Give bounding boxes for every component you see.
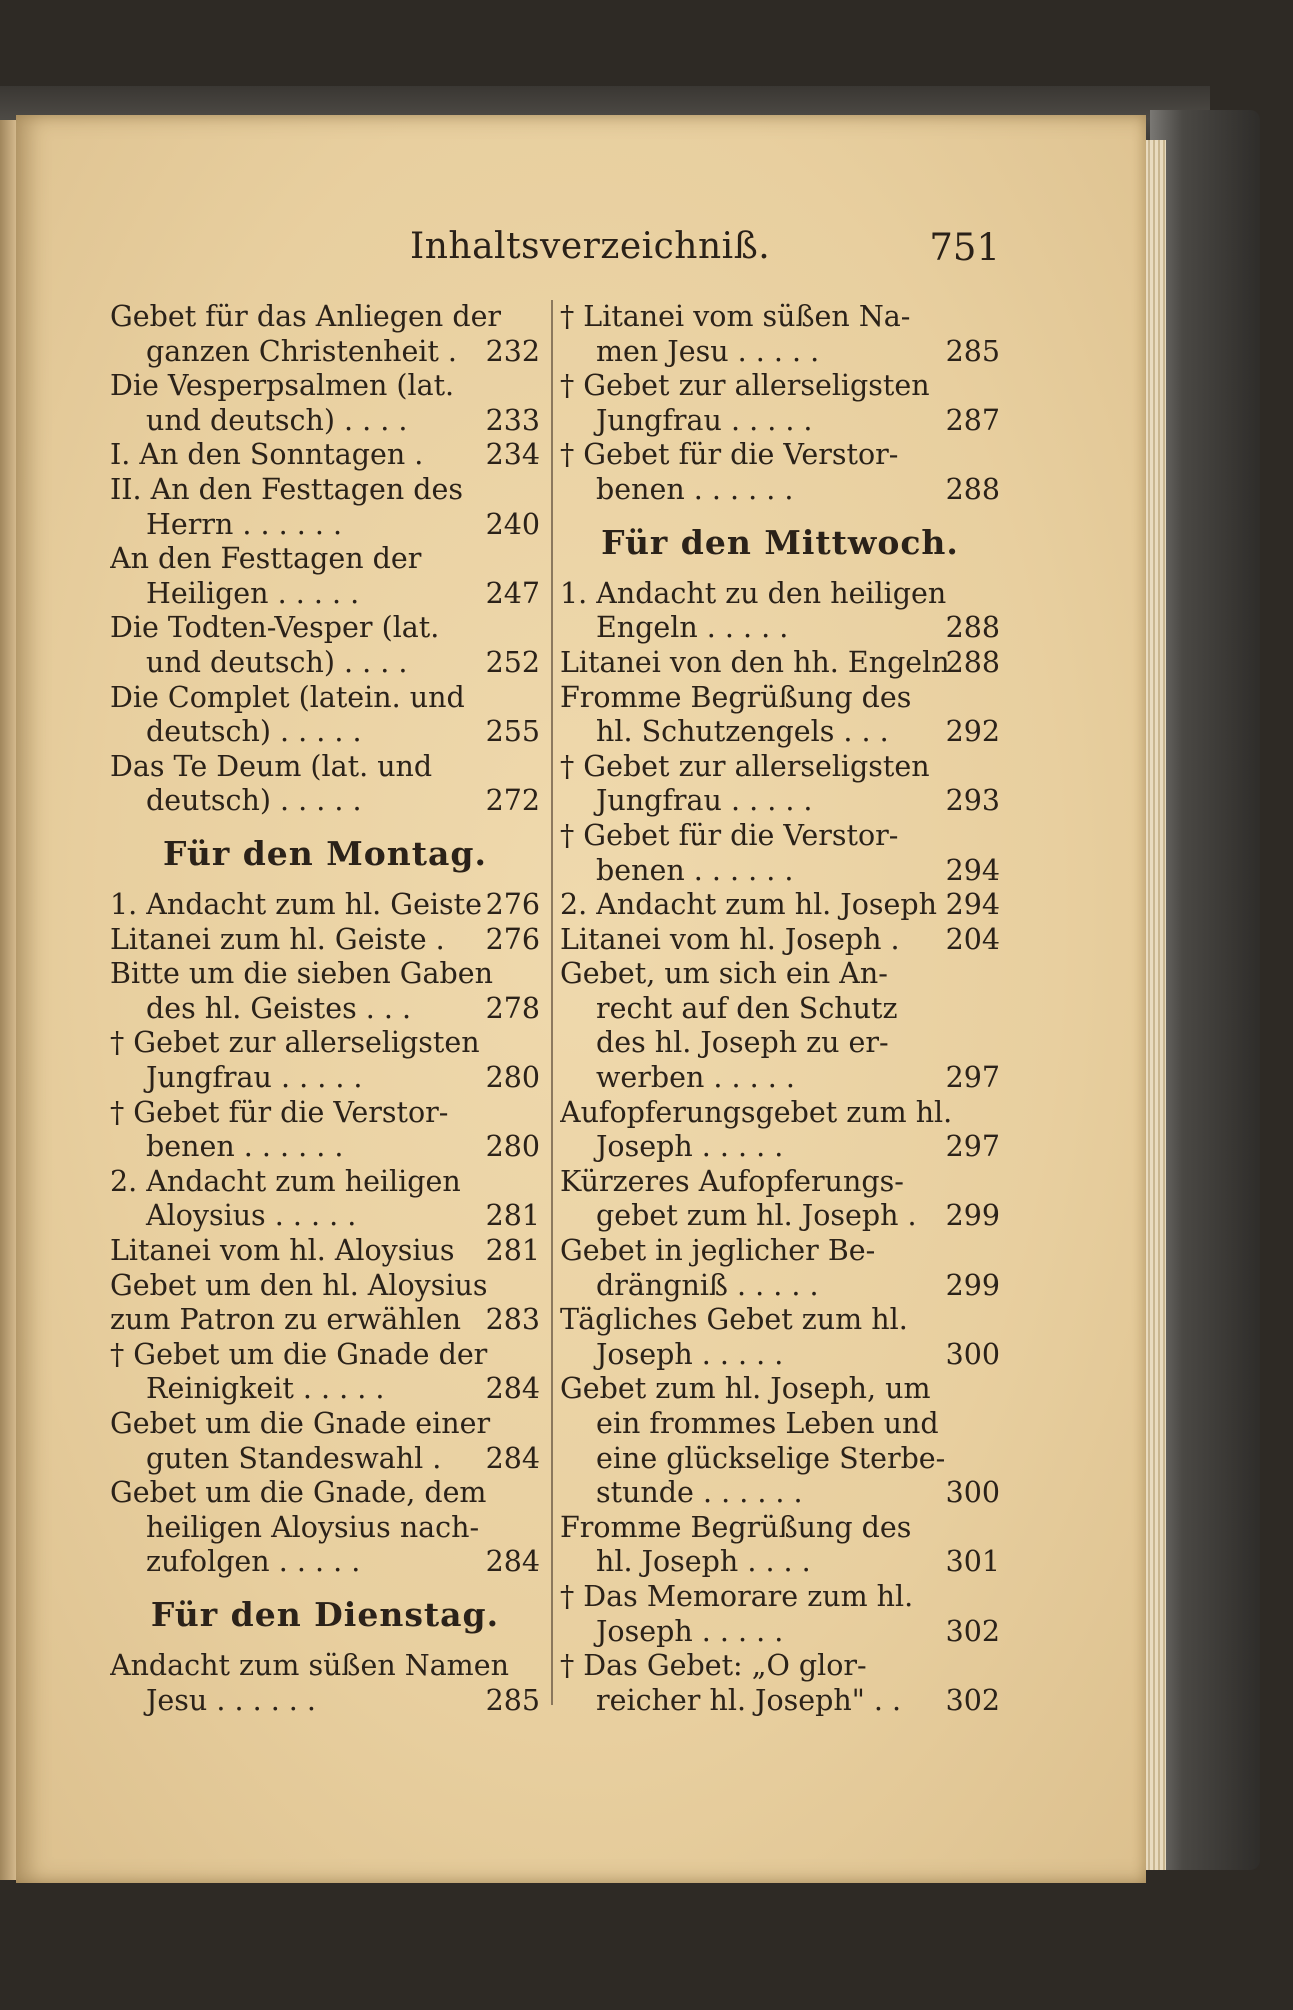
toc-entry-page: 294: [945, 888, 1000, 922]
toc-left-column: [110, 300, 540, 1718]
toc-entry-page: 276: [485, 888, 540, 922]
toc-entry: [560, 681, 1000, 716]
toc-entry: [560, 404, 1000, 439]
toc-entry-page: 297: [945, 1061, 1000, 1095]
toc-entry-page: 284: [485, 1372, 540, 1406]
toc-entry-text: stunde . . . . . .: [596, 1476, 803, 1510]
toc-entry-text: An den Festtagen der: [110, 542, 422, 576]
toc-entry-page: 299: [945, 1268, 1000, 1302]
toc-entry: [110, 542, 540, 577]
toc-entry: [110, 300, 540, 335]
toc-entry-text: I. An den Sonntagen .: [110, 438, 424, 472]
toc-entry-text: benen . . . . . .: [596, 472, 794, 506]
toc-entry: [560, 1303, 1000, 1338]
toc-entry-page: 294: [945, 853, 1000, 887]
toc-entry-text: Gebet zum hl. Joseph, um: [560, 1372, 931, 1406]
toc-entry-text: zum Patron zu erwählen: [110, 1303, 461, 1337]
toc-entry: [560, 1511, 1000, 1546]
toc-entry-page: 255: [485, 715, 540, 749]
toc-entry-page: 302: [945, 1683, 1000, 1717]
toc-entry: [110, 750, 540, 785]
toc-entry-text: Herrn . . . . . .: [146, 507, 343, 541]
toc-entry-page: 300: [945, 1337, 1000, 1371]
toc-entry: [110, 715, 540, 750]
toc-entry: [560, 1442, 1000, 1477]
toc-entry: [560, 1684, 1000, 1719]
section-heading: Für den Montag.: [163, 833, 487, 873]
toc-entry: [560, 1580, 1000, 1615]
toc-entry-page: 247: [485, 576, 540, 610]
running-header: [410, 226, 1000, 282]
toc-entry-text: guten Standeswahl .: [146, 1441, 442, 1475]
toc-entry-text: Jungfrau . . . . .: [596, 403, 813, 437]
toc-entry: [110, 1684, 540, 1719]
toc-entry-page: 292: [945, 715, 1000, 749]
toc-entry-text: Das Te Deum (lat. und: [110, 749, 433, 783]
toc-entry-text: II. An den Festtagen des: [110, 472, 464, 506]
toc-entry-page: 288: [945, 645, 1000, 679]
toc-entry: [110, 473, 540, 508]
toc-entry: [110, 957, 540, 992]
toc-entry: [560, 1372, 1000, 1407]
toc-entry-page: 280: [485, 1061, 540, 1095]
toc-entry: [560, 473, 1000, 508]
toc-entry-text: hl. Schutzengels . . .: [596, 715, 889, 749]
toc-entry: [560, 784, 1000, 819]
toc-entry: [560, 1234, 1000, 1269]
toc-entry: [110, 1407, 540, 1442]
toc-entry: [560, 646, 1000, 681]
toc-entry: [560, 1026, 1000, 1061]
toc-entry-text: benen . . . . . .: [596, 853, 794, 887]
toc-entry-text: des hl. Joseph zu er-: [596, 1026, 889, 1060]
toc-entry-text: † Gebet zur allerseligsten: [560, 369, 930, 403]
toc-entry-text: 1. Andacht zu den heiligen: [560, 576, 947, 610]
toc-entry: [560, 1615, 1000, 1650]
toc-entry: [560, 1476, 1000, 1511]
toc-entry: [110, 438, 540, 473]
toc-entry: [560, 577, 1000, 612]
toc-entry-text: † Gebet um die Gnade der: [110, 1337, 488, 1371]
toc-entry-page: 284: [485, 1441, 540, 1475]
toc-entry-page: 284: [485, 1545, 540, 1579]
toc-entry-text: Litanei vom hl. Joseph .: [560, 922, 900, 956]
toc-entry-text: und deutsch) . . . .: [146, 645, 408, 679]
toc-entry-text: 2. Andacht zum heiligen: [110, 1164, 461, 1198]
toc-entry-text: † Litanei vom süßen Na-: [560, 300, 911, 333]
toc-entry: [560, 923, 1000, 958]
toc-entry-text: werben . . . . .: [596, 1061, 795, 1095]
toc-entry-text: Heiligen . . . . .: [146, 576, 360, 610]
toc-entry-page: 240: [485, 507, 540, 541]
toc-entry: [110, 1372, 540, 1407]
toc-entry-page: 233: [485, 403, 540, 437]
toc-entry-text: Die Vesperpsalmen (lat.: [110, 369, 455, 403]
toc-entry-page: 283: [485, 1303, 540, 1337]
toc-entry-text: ein frommes Leben und: [596, 1407, 939, 1440]
toc-entry: [560, 1545, 1000, 1580]
toc-entry: [560, 715, 1000, 750]
toc-entry-page: 234: [485, 438, 540, 472]
toc-entry-text: Kürzeres Aufopferungs-: [560, 1164, 904, 1198]
toc-entry-text: ganzen Christenheit .: [146, 334, 457, 368]
toc-entry-page: 281: [485, 1199, 540, 1233]
toc-entry-text: Gebet, um sich ein An-: [560, 957, 888, 991]
toc-entry-text: Gebet um die Gnade einer: [110, 1407, 491, 1440]
toc-entry-page: 301: [945, 1545, 1000, 1579]
toc-entry-page: 204: [945, 922, 1000, 956]
toc-entry: [560, 819, 1000, 854]
toc-entry: [110, 1130, 540, 1165]
toc-entry-text: Litanei zum hl. Geiste .: [110, 922, 445, 956]
toc-entry-text: Die Todten-Vesper (lat.: [110, 611, 440, 645]
toc-entry: [110, 784, 540, 819]
toc-entry-text: Litanei vom hl. Aloysius: [110, 1234, 455, 1268]
toc-entry-text: benen . . . . . .: [146, 1130, 344, 1164]
toc-entry: [560, 438, 1000, 473]
toc-entry: [110, 1165, 540, 1200]
toc-entry-page: 285: [485, 1683, 540, 1717]
toc-entry: [560, 1199, 1000, 1234]
toc-entry-page: 300: [945, 1476, 1000, 1510]
toc-entry: [110, 508, 540, 543]
toc-entry: [560, 1130, 1000, 1165]
toc-entry: [560, 1407, 1000, 1442]
toc-entry: [110, 1442, 540, 1477]
toc-entry-text: reicher hl. Joseph" . .: [596, 1683, 902, 1717]
toc-entry: [110, 611, 540, 646]
toc-entry-text: men Jesu . . . . .: [596, 334, 820, 368]
toc-entry-text: Gebet um die Gnade, dem: [110, 1476, 487, 1510]
toc-entry-page: 278: [485, 991, 540, 1025]
toc-entry-page: 287: [945, 403, 1000, 437]
toc-entry: [560, 369, 1000, 404]
toc-entry: [110, 992, 540, 1027]
toc-entry-text: und deutsch) . . . .: [146, 403, 408, 437]
toc-entry-page: 280: [485, 1130, 540, 1164]
toc-entry: [560, 750, 1000, 785]
previous-page-edge: [0, 120, 16, 1880]
toc-entry: [560, 1649, 1000, 1684]
toc-entry: [560, 1096, 1000, 1131]
toc-entry-text: Gebet für das Anliegen der: [110, 300, 502, 333]
toc-entry-page: 281: [485, 1234, 540, 1268]
toc-entry-text: † Gebet zur allerseligsten: [560, 749, 930, 783]
section-heading: Für den Dienstag.: [150, 1594, 500, 1634]
toc-entry-text: Fromme Begrüßung des: [560, 1510, 912, 1544]
toc-entry-page: 232: [485, 334, 540, 368]
toc-entry: [110, 1338, 540, 1373]
toc-entry: [110, 1303, 540, 1338]
toc-entry: [110, 1026, 540, 1061]
toc-entry: [110, 1199, 540, 1234]
toc-entry-text: drängniß . . . . .: [596, 1268, 819, 1302]
toc-entry-text: 1. Andacht zum hl. Geiste: [110, 888, 482, 922]
toc-entry-text: Reinigkeit . . . . .: [146, 1372, 385, 1406]
toc-entry-page: 285: [945, 334, 1000, 368]
toc-entry-text: Fromme Begrüßung des: [560, 680, 912, 714]
toc-entry-page: 302: [945, 1614, 1000, 1648]
toc-entry-text: † Das Memorare zum hl.: [560, 1579, 914, 1613]
toc-entry: [110, 369, 540, 404]
toc-entry: [560, 957, 1000, 992]
toc-entry: [560, 611, 1000, 646]
toc-entry-text: † Gebet zur allerseligsten: [110, 1026, 480, 1060]
toc-entry-text: Jungfrau . . . . .: [146, 1061, 363, 1095]
toc-entry-text: Tägliches Gebet zum hl.: [560, 1303, 908, 1337]
toc-entry-text: des hl. Geistes . . .: [146, 991, 412, 1025]
toc-entry: [560, 1165, 1000, 1200]
toc-entry-page: 288: [945, 472, 1000, 506]
toc-entry: [110, 1061, 540, 1096]
toc-entry-text: † Gebet für die Verstor-: [560, 818, 899, 852]
toc-entry: [110, 1649, 540, 1684]
toc-entry-text: zufolgen . . . . .: [146, 1545, 361, 1579]
toc-entry-text: Jungfrau . . . . .: [596, 784, 813, 818]
toc-entry-text: Bitte um die sieben Gaben: [110, 957, 493, 991]
page-number: 751: [929, 226, 1000, 269]
toc-entry: [560, 854, 1000, 889]
toc-entry-text: hl. Joseph . . . .: [596, 1545, 811, 1579]
header-title: Inhaltsverzeichniß.: [410, 226, 771, 267]
toc-entry-text: Joseph . . . . .: [596, 1130, 784, 1164]
toc-entry-page: 276: [485, 922, 540, 956]
toc-entry: [110, 1269, 540, 1304]
toc-entry: [560, 1061, 1000, 1096]
toc-entry-text: † Gebet für die Verstor-: [110, 1095, 449, 1129]
toc-entry-page: 272: [485, 784, 540, 818]
toc-entry-text: † Gebet für die Verstor-: [560, 438, 899, 472]
toc-entry-text: Aufopferungsgebet zum hl.: [560, 1095, 953, 1129]
toc-entry-text: heiligen Aloysius nach-: [146, 1510, 480, 1544]
toc-entry: [110, 1545, 540, 1580]
toc-entry: [110, 681, 540, 716]
toc-entry: [110, 404, 540, 439]
toc-entry-page: 293: [945, 784, 1000, 818]
book-cover-spine-edge: [1150, 110, 1260, 1870]
toc-entry-text: Aloysius . . . . .: [146, 1199, 357, 1233]
toc-entry-text: deutsch) . . . . .: [146, 784, 362, 818]
toc-entry-text: Andacht zum süßen Namen: [110, 1649, 509, 1683]
toc-entry: [560, 888, 1000, 923]
toc-entry: [110, 888, 540, 923]
toc-entry: [110, 923, 540, 958]
toc-entry-text: Litanei von den hh. Engeln: [560, 645, 950, 679]
toc-entry-text: Gebet um den hl. Aloysius: [110, 1268, 488, 1302]
toc-entry: [110, 1096, 540, 1131]
toc-entry-text: Jesu . . . . . .: [146, 1683, 316, 1717]
toc-entry-text: † Das Gebet: „O glor-: [560, 1649, 867, 1683]
toc-entry-text: Die Complet (latein. und: [110, 680, 465, 714]
toc-entry-text: Engeln . . . . .: [596, 611, 789, 645]
toc-entry: [110, 646, 540, 681]
toc-entry-text: deutsch) . . . . .: [146, 715, 362, 749]
toc-entry-page: 297: [945, 1130, 1000, 1164]
toc-entry-text: Gebet in jeglicher Be-: [560, 1234, 876, 1268]
toc-entry: [560, 335, 1000, 370]
toc-entry-text: 2. Andacht zum hl. Joseph: [560, 888, 937, 922]
toc-entry: [560, 992, 1000, 1027]
toc-entry-text: Joseph . . . . .: [596, 1337, 784, 1371]
toc-entry: [110, 1511, 540, 1546]
toc-entry: [110, 1234, 540, 1269]
toc-entry: [560, 1338, 1000, 1373]
toc-right-column: [560, 300, 1000, 1718]
toc-entry: [110, 577, 540, 612]
column-divider: [551, 300, 553, 1705]
toc-entry: [110, 335, 540, 370]
toc-entry: [110, 1476, 540, 1511]
toc-entry-text: recht auf den Schutz: [596, 991, 898, 1025]
toc-entry: [560, 300, 1000, 335]
toc-entry: [560, 1269, 1000, 1304]
toc-entry-text: Joseph . . . . .: [596, 1614, 784, 1648]
toc-entry-text: eine glückselige Sterbe-: [596, 1441, 946, 1475]
toc-entry-page: 288: [945, 611, 1000, 645]
toc-entry-page: 252: [485, 645, 540, 679]
toc-entry-page: 299: [945, 1199, 1000, 1233]
section-heading: Für den Mittwoch.: [601, 522, 959, 562]
toc-entry-text: gebet zum hl. Joseph .: [596, 1199, 917, 1233]
